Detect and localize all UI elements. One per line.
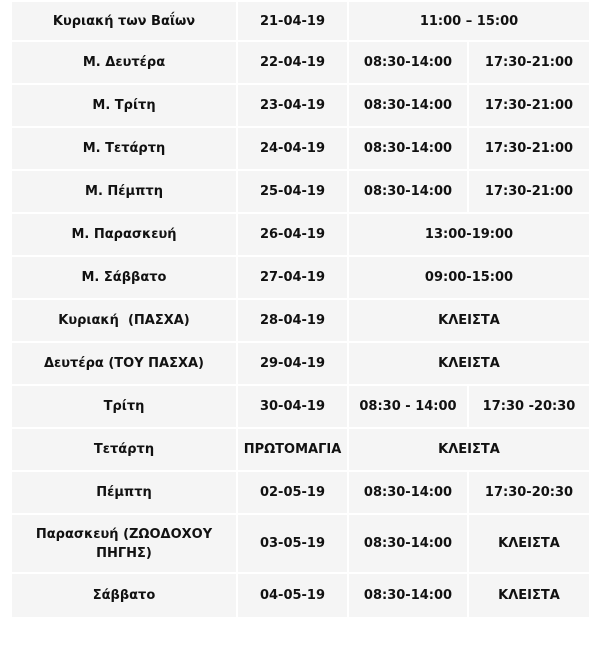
day-cell: Μ. Σάββατο: [11, 256, 237, 299]
table-row: [11, 573, 590, 618]
date-cell: 23-04-19: [237, 84, 348, 127]
day-cell: Τρίτη: [11, 385, 237, 428]
morning-hours-cell: 08:30-14:00: [348, 127, 468, 170]
table-row: [11, 514, 590, 573]
table-row: [11, 213, 590, 256]
date-cell: 28-04-19: [237, 299, 348, 342]
hours-cell: ΚΛΕΙΣΤΑ: [348, 428, 590, 471]
day-cell: Μ. Τετάρτη: [11, 127, 237, 170]
hours-cell: ΚΛΕΙΣΤΑ: [348, 342, 590, 385]
table-row: [11, 342, 590, 385]
day-cell: Τετάρτη: [11, 428, 237, 471]
date-cell: 04-05-19: [237, 573, 348, 618]
day-cell: Πέμπτη: [11, 471, 237, 514]
day-cell: Σάββατο: [11, 573, 237, 618]
afternoon-hours-cell: ΚΛΕΙΣΤΑ: [468, 573, 590, 618]
hours-cell: 09:00-15:00: [348, 256, 590, 299]
day-cell: Δευτέρα (ΤΟΥ ΠΑΣΧΑ): [11, 342, 237, 385]
afternoon-hours-cell: ΚΛΕΙΣΤΑ: [468, 514, 590, 573]
date-cell: 27-04-19: [237, 256, 348, 299]
morning-hours-cell: 08:30-14:00: [348, 471, 468, 514]
hours-cell: ΚΛΕΙΣΤΑ: [348, 299, 590, 342]
date-cell: 26-04-19: [237, 213, 348, 256]
table-row: [11, 299, 590, 342]
afternoon-hours-cell: 17:30-21:00: [468, 84, 590, 127]
table-row: [11, 1, 590, 41]
morning-hours-cell: 08:30-14:00: [348, 84, 468, 127]
day-cell: Μ. Δευτέρα: [11, 41, 237, 84]
table-row: [11, 127, 590, 170]
table-row: [11, 41, 590, 84]
date-cell: 22-04-19: [237, 41, 348, 84]
table-row: [11, 84, 590, 127]
day-cell: Κυριακή των Βαΐων: [11, 1, 237, 41]
date-cell: 02-05-19: [237, 471, 348, 514]
holiday-hours-table: [10, 0, 591, 619]
afternoon-hours-cell: 17:30-20:30: [468, 471, 590, 514]
date-cell: ΠΡΩΤΟΜΑΓΙΑ: [237, 428, 348, 471]
date-cell: 29-04-19: [237, 342, 348, 385]
hours-cell: 13:00-19:00: [348, 213, 590, 256]
afternoon-hours-cell: 17:30-21:00: [468, 127, 590, 170]
date-cell: 25-04-19: [237, 170, 348, 213]
morning-hours-cell: 08:30-14:00: [348, 170, 468, 213]
hours-cell: 11:00 – 15:00: [348, 1, 590, 41]
day-cell: Μ. Τρίτη: [11, 84, 237, 127]
morning-hours-cell: 08:30-14:00: [348, 514, 468, 573]
date-cell: 21-04-19: [237, 1, 348, 41]
day-cell: Μ. Πέμπτη: [11, 170, 237, 213]
date-cell: 30-04-19: [237, 385, 348, 428]
table-row: [11, 256, 590, 299]
morning-hours-cell: 08:30 - 14:00: [348, 385, 468, 428]
date-cell: 24-04-19: [237, 127, 348, 170]
morning-hours-cell: 08:30-14:00: [348, 41, 468, 84]
date-cell: 03-05-19: [237, 514, 348, 573]
afternoon-hours-cell: 17:30-21:00: [468, 41, 590, 84]
afternoon-hours-cell: 17:30-21:00: [468, 170, 590, 213]
day-cell: Μ. Παρασκευή: [11, 213, 237, 256]
table-row: [11, 170, 590, 213]
table-row: [11, 471, 590, 514]
day-cell: Παρασκευή (ΖΩΟΔΟΧΟΥ ΠΗΓΗΣ): [11, 514, 237, 573]
afternoon-hours-cell: 17:30 -20:30: [468, 385, 590, 428]
day-cell: Κυριακή (ΠΑΣΧΑ): [11, 299, 237, 342]
morning-hours-cell: 08:30-14:00: [348, 573, 468, 618]
table-row: [11, 428, 590, 471]
table-row: [11, 385, 590, 428]
